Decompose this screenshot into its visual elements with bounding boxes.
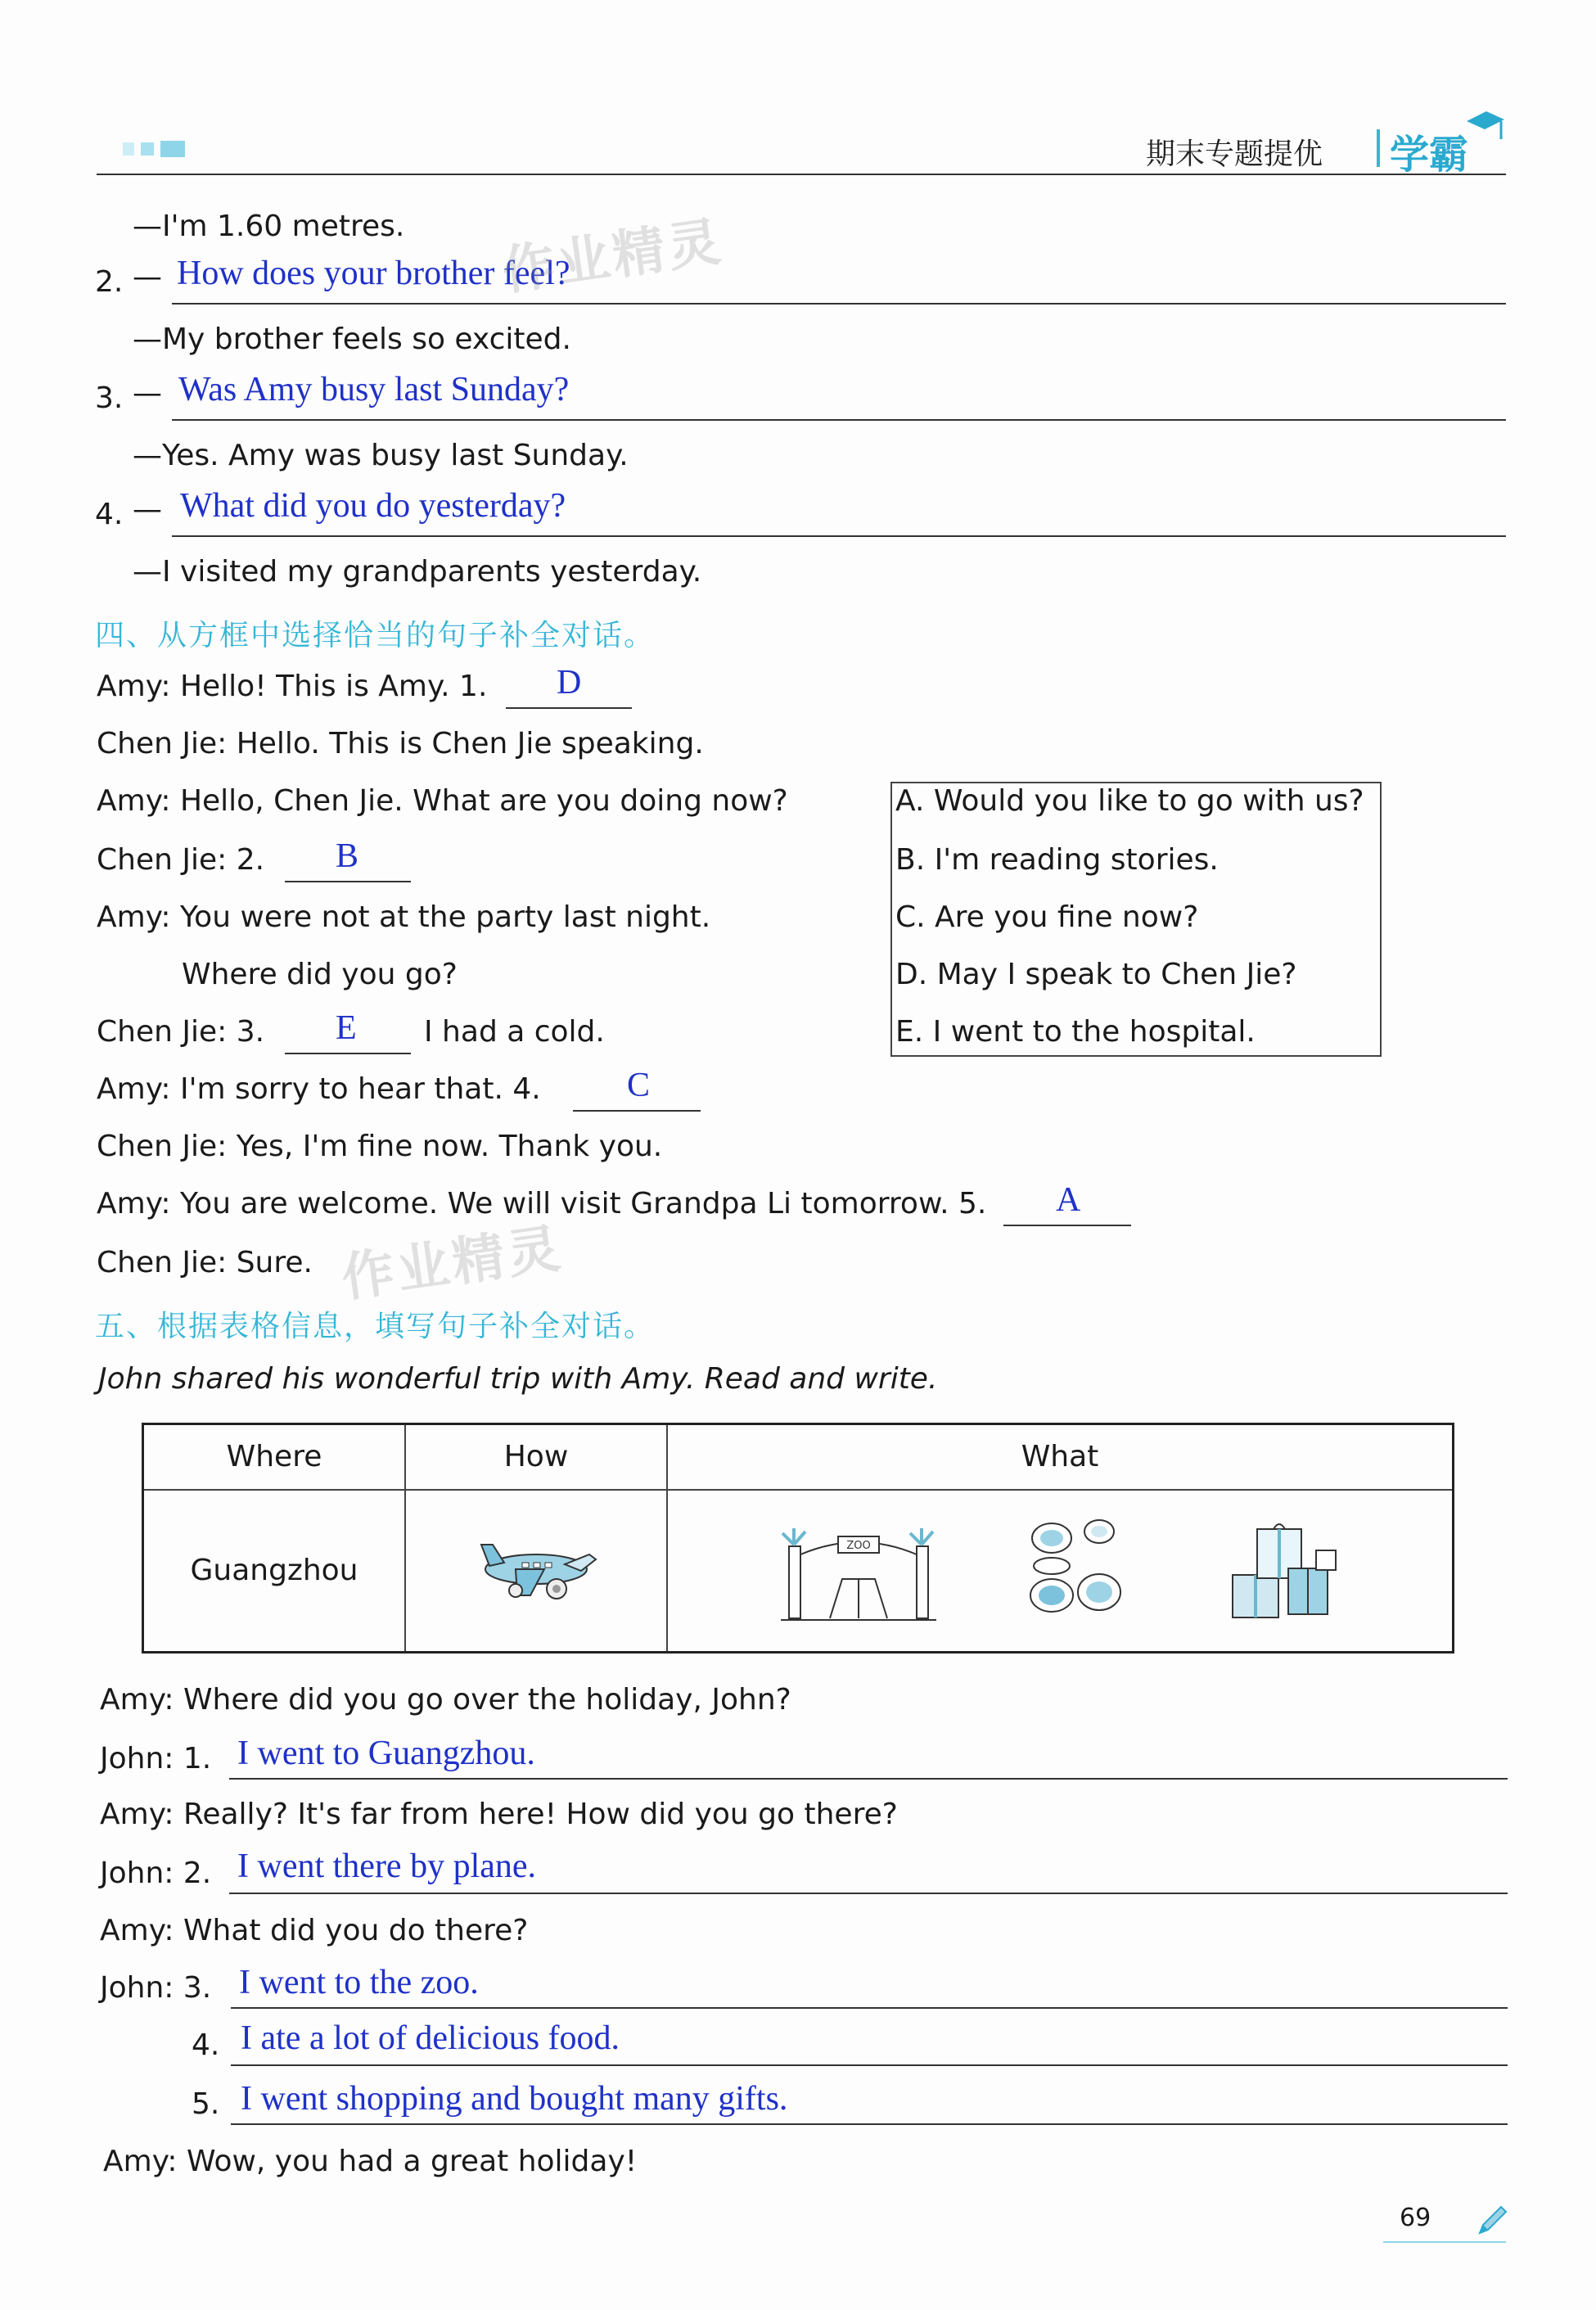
dialogue-line: Amy: Where did you go over the holiday, John? xyxy=(100,1683,791,1717)
given-answer: —I visited my grandparents yesterday. xyxy=(133,555,702,589)
header-rule xyxy=(97,174,1506,175)
trip-table xyxy=(142,1423,1454,1654)
item-dash: — xyxy=(133,260,162,294)
zoo-sign: ZOO xyxy=(845,1539,871,1552)
gifts-icon xyxy=(1224,1518,1339,1624)
dialogue-line: Chen Jie: 3. xyxy=(97,1015,265,1049)
answer-line xyxy=(231,2007,1508,2009)
plane-icon xyxy=(467,1530,606,1604)
table-cell-how xyxy=(405,1490,667,1653)
option-e: E. I went to the hospital. xyxy=(895,1015,1256,1049)
table-cell-what xyxy=(667,1490,1454,1653)
dialogue-line: Amy: You were not at the party last night. xyxy=(97,900,711,934)
option-d: D. May I speak to Chen Jie? xyxy=(895,958,1297,991)
blank-line xyxy=(573,1110,701,1112)
dialogue-line: Amy: Hello, Chen Jie. What are you doing now? xyxy=(97,784,788,818)
item-number: 4. xyxy=(95,498,124,531)
dialogue-line: Where did you go? xyxy=(182,958,458,991)
dialogue-line: Amy: Really? It's far from here! How did you go there? xyxy=(100,1798,898,1831)
dialogue-line: Amy: Wow, you had a great holiday! xyxy=(103,2145,638,2178)
option-c: C. Are you fine now? xyxy=(895,900,1199,934)
series-title: 期末专题提优 xyxy=(1146,138,1323,171)
brand-logo: 学霸 xyxy=(1390,132,1469,178)
dialogue-line: Chen Jie: Sure. xyxy=(97,1246,313,1279)
dialogue-line: Chen Jie: Yes, I'm fine now. Thank you. xyxy=(97,1130,663,1163)
dialogue-line: John: 2. xyxy=(100,1857,212,1890)
question-answer: How does your brother feel? xyxy=(177,255,570,292)
written-answer: I went there by plane. xyxy=(237,1848,537,1885)
watermark: 作业精灵 xyxy=(498,211,728,303)
prev-answer: —I'm 1.60 metres. xyxy=(133,210,405,243)
written-answer: I went to the zoo. xyxy=(239,1964,479,2001)
section5-intro: John shared his wonderful trip with Amy. Read and write. xyxy=(98,1362,938,1396)
zoo-icon xyxy=(781,1514,936,1628)
answer-line xyxy=(231,2064,1508,2066)
item-number: 2. xyxy=(95,265,124,299)
blank-answer: A xyxy=(1056,1181,1081,1219)
pencil-icon xyxy=(1473,2202,1511,2240)
blank-answer: D xyxy=(557,664,582,702)
answer-line xyxy=(172,303,1506,305)
item-dash: — xyxy=(133,493,162,526)
written-answer: I went to Guangzhou. xyxy=(237,1735,535,1772)
blank-answer: C xyxy=(627,1067,651,1104)
dialogue-line: Chen Jie: 2. xyxy=(97,843,265,877)
question-answer: What did you do yesterday? xyxy=(180,487,566,525)
question-answer: Was Amy busy last Sunday? xyxy=(178,371,570,408)
table-header-what: What xyxy=(667,1424,1454,1490)
answer-line xyxy=(172,535,1506,537)
item-number: 5. xyxy=(192,2087,220,2121)
section5-heading: 五、根据表格信息，填写句子补全对话。 xyxy=(95,1310,656,1343)
table-header-where: Where xyxy=(143,1424,406,1490)
answer-line xyxy=(229,1778,1508,1780)
dialogue-line: Amy: I'm sorry to hear that. 4. xyxy=(97,1072,541,1106)
item-number: 3. xyxy=(95,381,124,415)
section4-heading: 四、从方框中选择恰当的句子补全对话。 xyxy=(95,619,656,652)
graduation-cap-icon xyxy=(1465,106,1506,156)
item-dash: — xyxy=(133,377,162,410)
blank-line xyxy=(285,881,411,882)
written-answer: I ate a lot of delicious food. xyxy=(241,2019,620,2057)
dialogue-line: John: 3. xyxy=(100,1971,212,2005)
option-a: A. Would you like to go with us? xyxy=(895,784,1364,818)
blank-line xyxy=(506,707,632,709)
blank-answer: B xyxy=(336,837,359,875)
answer-line xyxy=(172,419,1506,421)
item-number: 4. xyxy=(192,2028,220,2062)
dialogue-line: Amy: Hello! This is Amy. 1. xyxy=(97,670,488,703)
dialogue-line: Amy: You are welcome. We will visit Grandpa Li tomorrow. 5. xyxy=(97,1187,987,1220)
page-number-rule xyxy=(1383,2241,1506,2243)
table-header-how: How xyxy=(405,1424,667,1490)
dialogue-line: John: 1. xyxy=(100,1742,212,1775)
answer-line xyxy=(229,1893,1508,1894)
written-answer: I went shopping and bought many gifts. xyxy=(241,2080,788,2118)
brand-divider xyxy=(1377,129,1380,167)
page-number: 69 xyxy=(1400,2204,1431,2232)
blank-line xyxy=(285,1053,411,1054)
dialogue-line: Chen Jie: Hello. This is Chen Jie speaking. xyxy=(97,727,704,760)
given-answer: —My brother feels so excited. xyxy=(133,323,571,356)
table-cell-where: Guangzhou xyxy=(143,1490,406,1653)
watermark: 作业精灵 xyxy=(338,1218,567,1310)
dialogue-line: Amy: What did you do there? xyxy=(100,1914,529,1947)
blank-answer: E xyxy=(336,1009,357,1047)
dialogue-line-continuation: I had a cold. xyxy=(424,1015,605,1049)
answer-line xyxy=(231,2123,1508,2125)
blank-line xyxy=(1003,1225,1131,1226)
option-b: B. I'm reading stories. xyxy=(895,843,1219,877)
given-answer: —Yes. Amy was busy last Sunday. xyxy=(133,439,629,472)
food-icon xyxy=(1027,1514,1125,1628)
